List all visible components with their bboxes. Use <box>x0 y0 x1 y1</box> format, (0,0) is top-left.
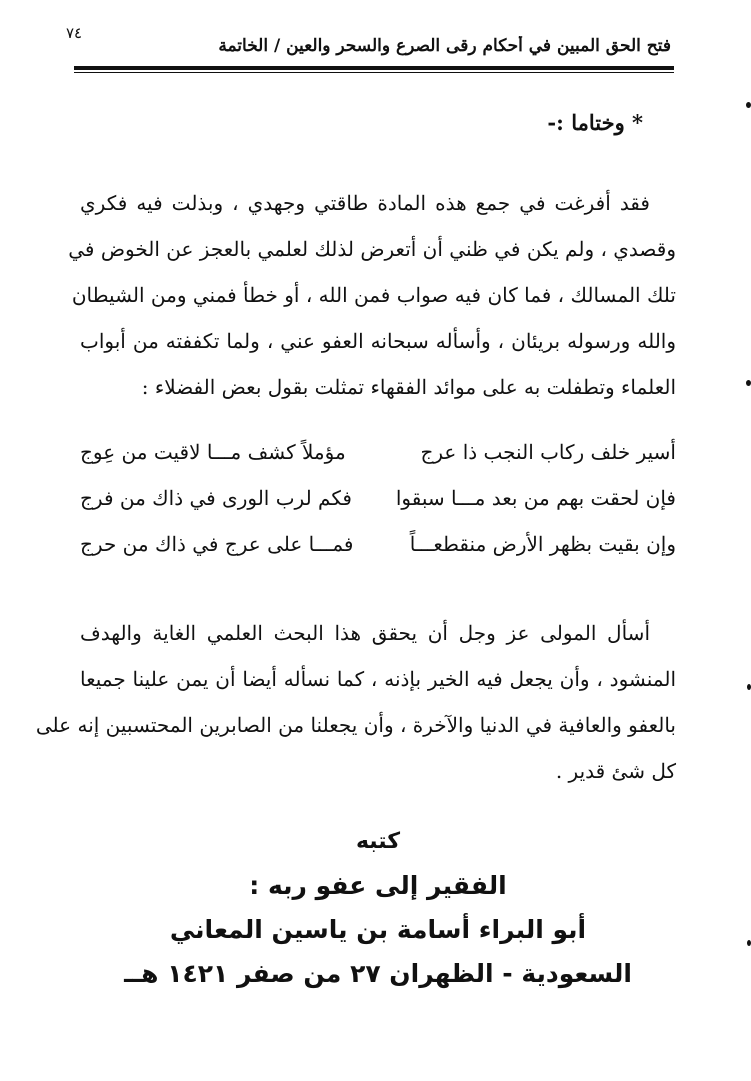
paragraph-line: أسأل المولى عز وجل أن يحقق هذا البحث العلمي الغاية والهدف <box>80 621 650 645</box>
paragraph-closing <box>35 610 676 794</box>
scan-mark-dot <box>747 684 751 690</box>
signature-wrote: كتبه <box>355 829 401 854</box>
page-number: ٧٤ <box>66 24 83 42</box>
paragraph-line: العلماء وتطفلت به على موائد الفقهاء تمثلت بقول بعض الفضلاء : <box>141 375 676 399</box>
poem-verse <box>80 486 676 532</box>
signature-author: أبو البراء أسامة بن ياسين المعاني <box>169 915 587 944</box>
verse-second-hemistich: مؤملاً كشف مـــا لاقيت من عِوج <box>80 440 346 464</box>
poem-verse <box>80 532 676 578</box>
verse-first-hemistich: أسير خلف ركاب النجب ذا عرج <box>420 440 676 464</box>
scan-mark-dot <box>746 380 751 386</box>
paragraph-line: المنشود ، وأن يجعل فيه الخير بإذنه ، كما نسأله أيضا أن يمن علينا جميعا <box>80 667 676 691</box>
verse-first-hemistich: فإن لحقت بهم من بعد مـــا سبقوا <box>395 486 676 510</box>
signature-place-date: السعودية - الظهران ٢٧ من صفر ١٤٢١ هــ <box>124 959 632 988</box>
poem-verse <box>80 440 676 486</box>
header-rule-thick <box>74 66 674 70</box>
paragraph-line: كل شئ قدير . <box>555 759 676 783</box>
verse-second-hemistich: فكم لرب الورى في ذاك من فرج <box>80 486 352 510</box>
running-header: فتح الحق المبين في أحكام رقى الصرع والسحر والعين / الخاتمة <box>218 36 671 56</box>
verse-first-hemistich: وإن بقيت بظهر الأرض منقطعـــاً <box>409 532 676 556</box>
scan-mark-dot <box>747 940 751 946</box>
verse-second-hemistich: فمـــا على عرج في ذاك من حرج <box>80 532 354 556</box>
paragraph-line: تلك المسالك ، فما كان فيه صواب فمن الله ، أو خطأ فمني ومن الشيطان <box>71 283 676 307</box>
poem <box>80 440 676 578</box>
paragraph-line: بالعفو والعافية في الدنيا والآخرة ، وأن يجعلنا من الصابرين المحتسبين إنه على <box>35 713 676 737</box>
paragraph-line: فقد أفرغت في جمع هذه المادة طاقتي وجهدي ، وبذلت فيه فكري <box>80 191 650 215</box>
header-rule-thin <box>74 72 674 73</box>
scan-mark-dot <box>746 102 751 108</box>
paragraph-line: وقصدي ، ولم يكن في ظني أن أتعرض لذلك لعلمي بالعجز عن الخوض في <box>68 237 676 261</box>
section-heading: * وختاما :- <box>547 110 643 135</box>
paragraph-line: والله ورسوله بريئان ، وأسأله سبحانه العفو عني ، ولما تكففته من أبواب <box>80 329 676 353</box>
paragraph-opening <box>68 180 676 410</box>
signature-block <box>80 820 676 996</box>
signature-humble: الفقير إلى عفو ربه : <box>249 871 507 900</box>
